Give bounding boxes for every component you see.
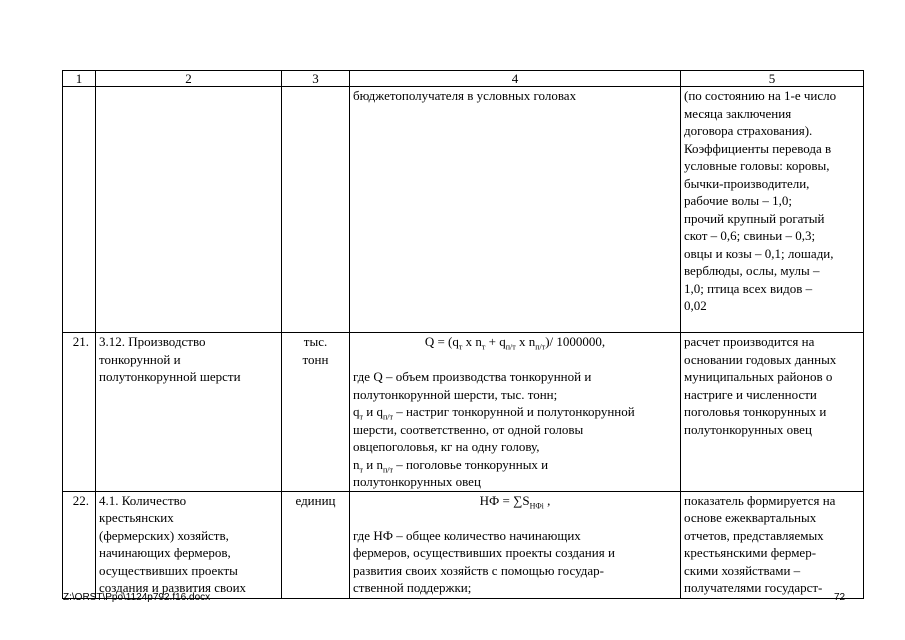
cell-name [96, 491, 282, 598]
text-line: отчетов, представляемых [684, 527, 824, 543]
header-cell: 5 [681, 71, 864, 87]
text-line: осуществивших проекты [99, 562, 238, 578]
text-line: тонн [302, 351, 329, 367]
text-line: 1,0; птица всех видов – [684, 280, 813, 296]
text-line: фермеров, осуществивших проекты создания и [353, 545, 615, 560]
text-line: получателями государст- [684, 580, 823, 595]
text-line: крестьянских [99, 510, 174, 525]
text-line: месяца заключения [684, 105, 792, 121]
text-line: тонкорунной и [99, 351, 181, 367]
text-line: Коэффициенты перевода в [684, 140, 832, 156]
text-line: бычки-производители, [684, 175, 810, 191]
text-line: $n_т$ и $n_{п/т}$ – поголовье тонкорунных и [353, 456, 549, 475]
text-line: полутонкорунной шерсти [99, 369, 241, 384]
page-number: 72 [834, 592, 846, 603]
cell-method [350, 333, 681, 492]
text-line: начинающих фермеров, [99, 545, 231, 560]
text-line: полутонкорунной шерсти, тыс. тонн; [353, 386, 558, 402]
text-line: овцепоголовья, кг на одну голову, [353, 439, 540, 454]
table-header-row [63, 71, 864, 87]
text-line: ственной поддержки; [353, 580, 472, 595]
table-row [63, 333, 864, 492]
document-table [62, 70, 864, 599]
text-line: рабочие волы – 1,0; [684, 193, 793, 208]
footer-file-path: Z:\ORST\Ppo\1124p792.f16.docx [63, 592, 211, 603]
cell-method [350, 491, 681, 598]
cell-unit [282, 333, 350, 492]
text-line: 4.1. Количество [99, 492, 187, 508]
cell-method [350, 87, 681, 333]
table-row [63, 491, 864, 598]
text-line: поголовья тонкорунных и [684, 404, 827, 419]
text-line: основании годовых данных [684, 351, 837, 367]
text-line: скот – 0,6; свиньи – 0,3; [684, 228, 816, 243]
text-line: шерсти, соответственно, от одной головы [353, 421, 584, 437]
text-line: полутонкорунных овец [684, 421, 812, 437]
text-line: основе ежеквартальных [684, 510, 817, 525]
header-cell: 3 [282, 71, 350, 87]
text-line: где НФ – общее количество начинающих [353, 527, 581, 543]
text-line: развития своих хозяйств с помощью государ- [353, 562, 604, 578]
text-line: показатель формируется на [684, 492, 836, 508]
text-line: 3.12. Производство [99, 334, 206, 349]
cell-num: 22. [63, 491, 96, 598]
text-line: бюджетополучателя в условных головах [353, 88, 577, 103]
text-line: расчет производится на [684, 334, 815, 349]
text-line: создания и развития своих [99, 580, 247, 595]
header-cell: 4 [350, 71, 681, 87]
text-line: тыс. [303, 334, 328, 349]
cell-notes [681, 333, 864, 492]
text-line: скими хозяйствами – [684, 562, 801, 578]
cell-num [63, 87, 96, 333]
text-line: прочий крупный рогатый [684, 210, 825, 226]
formula: НФ = $\sum S_{НФi}$ , [479, 492, 551, 511]
text-line: $q_т$ и $q_{п/т}$ – настриг тонкорунной и полутонкорунной [353, 404, 635, 422]
cell-name [96, 87, 282, 333]
text-line: муниципальных районов о [684, 369, 833, 384]
cell-name [96, 333, 282, 492]
text-line: полутонкорунных овец [353, 474, 481, 489]
text-line: верблюды, ослы, мулы – [684, 263, 820, 278]
text-line: (фермерских) хозяйств, [99, 527, 229, 543]
table-row [63, 87, 864, 333]
text-line: единиц [295, 492, 336, 508]
text-line: настриге и численности [684, 386, 817, 402]
formula: $Q = (q_т$ x $n_т + q_{п/т}$ x $n_{п/т})/$ 1000000, [424, 334, 606, 352]
text-line: крестьянскими фермер- [684, 545, 817, 560]
text-line: 0,02 [684, 298, 707, 313]
text-line: где Q – объем производства тонкорунной и [353, 369, 592, 384]
cell-num: 21. [63, 333, 96, 492]
cell-notes [681, 87, 864, 333]
header-cell: 2 [96, 71, 282, 87]
text-line: овцы и козы – 0,1; лошади, [684, 245, 834, 261]
text-line: условные головы: коровы, [684, 158, 830, 173]
text-line: договора страхования). [684, 123, 813, 138]
cell-unit [282, 491, 350, 598]
header-cell: 1 [63, 71, 96, 87]
cell-notes [681, 491, 864, 598]
text-line: (по состоянию на 1-е число [684, 88, 837, 103]
cell-unit [282, 87, 350, 333]
